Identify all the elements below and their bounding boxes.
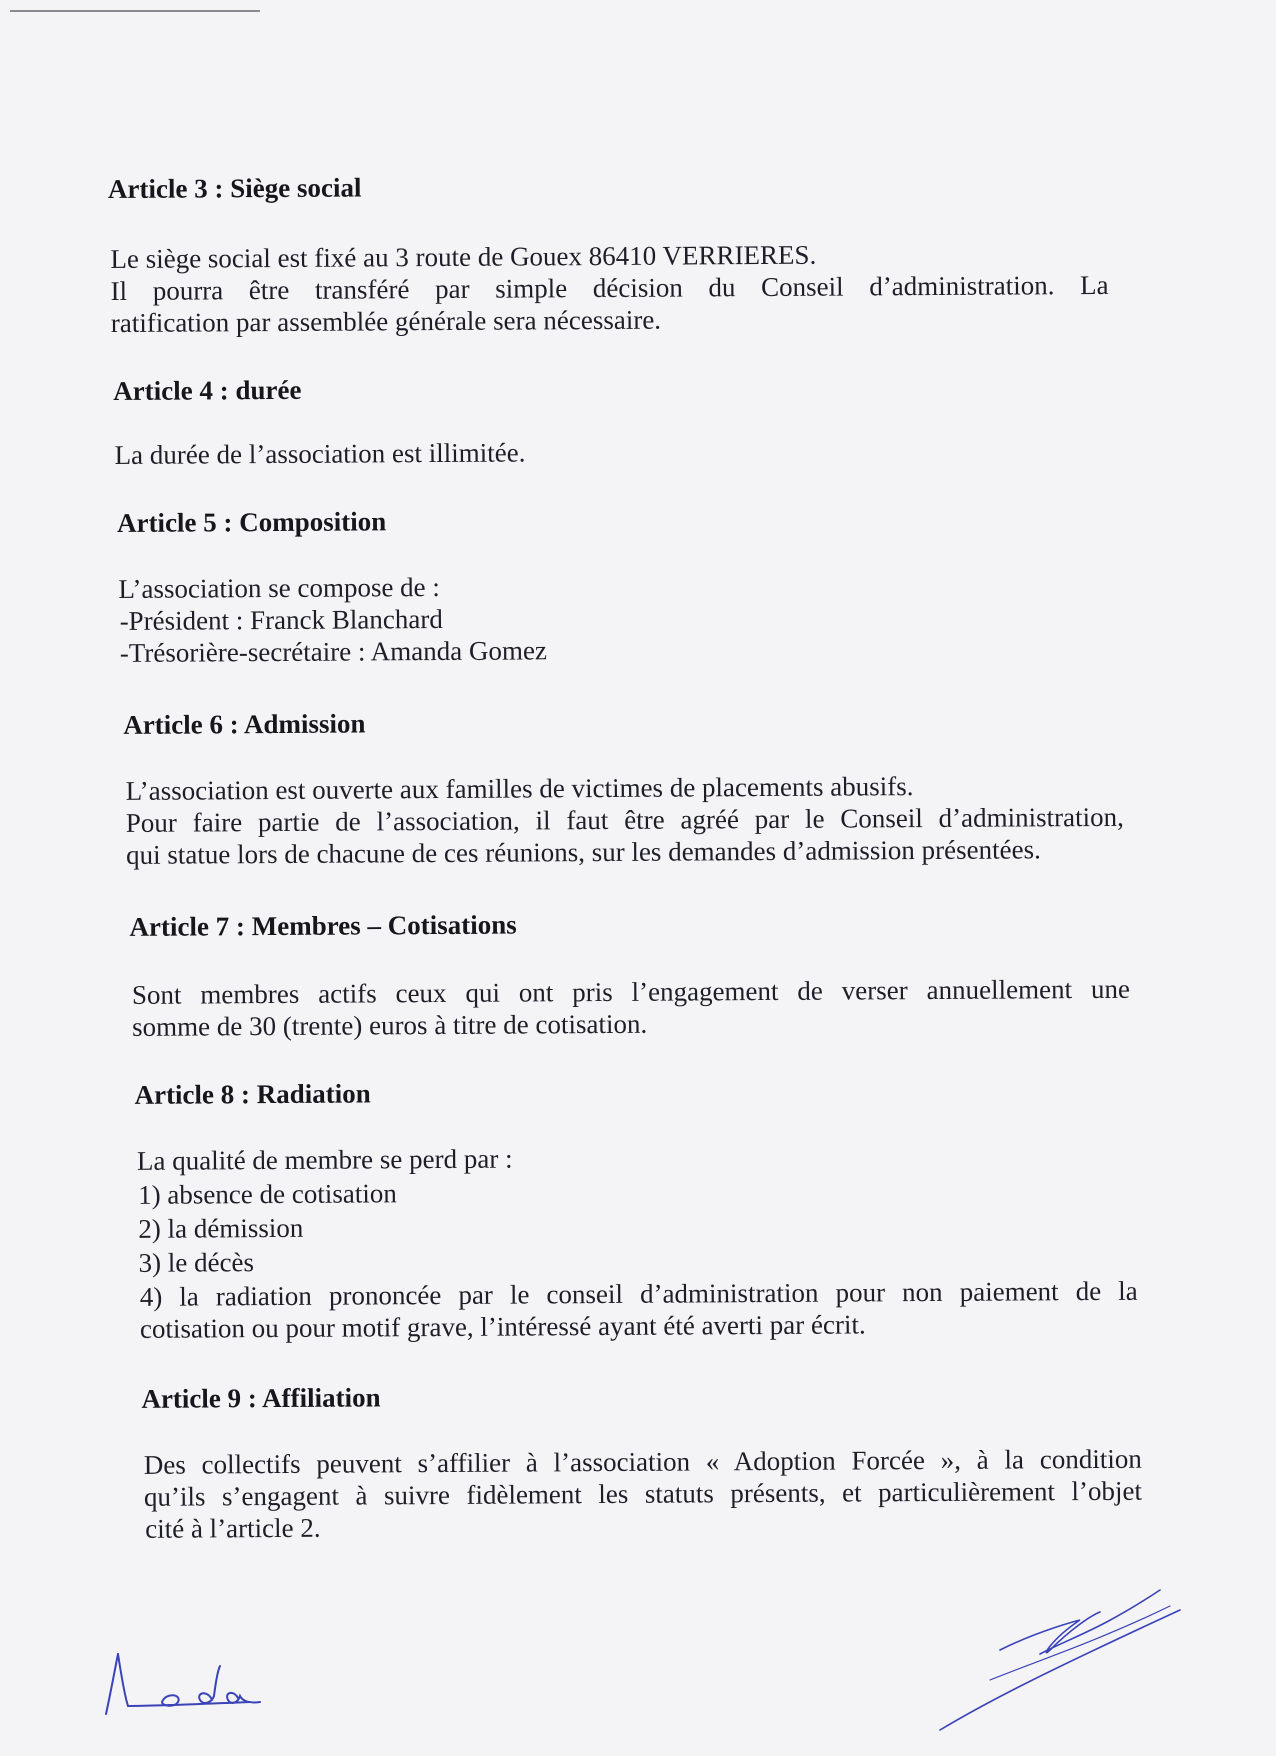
article-8-line-5: 4) la radiation prononcée par le conseil d’administration pour non paiement de la (139, 1275, 1138, 1312)
article-8-line-3: 2) la démission (138, 1212, 304, 1244)
article-6-line-1: L’association est ouverte aux familles de victimes de placements abusifs. (125, 771, 914, 806)
article-6-line-2: Pour faire partie de l’association, il faut être agréé par le Conseil d’administration, (125, 801, 1124, 838)
article-7-line-1: Sont membres actifs ceux qui ont pris l’engagement de verser annuellement une (131, 973, 1130, 1010)
article-3-title: Article 3 : Siège social (107, 172, 362, 205)
article-3-line-2: Il pourra être transféré par simple décision du Conseil d’administration. La (110, 269, 1109, 306)
article-9-title: Article 9 : Affiliation (141, 1382, 381, 1414)
article-4-line-1: La durée de l’association est illimitée. (114, 437, 526, 470)
article-8-line-1: La qualité de membre se perd par : (136, 1143, 513, 1176)
signature-right (930, 1580, 1190, 1740)
article-5-line-3: -Trésorière-secrétaire : Amanda Gomez (119, 635, 547, 668)
article-4-title: Article 4 : durée (113, 374, 302, 406)
article-3-line-1: Le siège social est fixé au 3 route de Gouex 86410 VERRIERES. (110, 239, 817, 274)
article-8-title: Article 8 : Radiation (134, 1078, 371, 1110)
article-9-line-2: qu’ils s’engagent à suivre fidèlement les statuts présents, et particulièrement l’objet (143, 1475, 1143, 1512)
article-8-line-2: 1) absence de cotisation (138, 1178, 397, 1210)
article-6-title: Article 6 : Admission (123, 708, 366, 740)
article-5-title: Article 5 : Composition (116, 506, 387, 538)
article-7-line-2: somme de 30 (trente) euros à titre de cotisation. (132, 1008, 648, 1042)
article-3-line-3: ratification par assemblée générale sera nécessaire. (110, 304, 662, 338)
signature-left (100, 1640, 300, 1720)
article-6-line-3: qui statue lors de chacune de ces réunions, sur les demandes d’admission présentées. (125, 834, 1041, 870)
article-5-line-2: -Président : Franck Blanchard (119, 603, 443, 636)
article-7-title: Article 7 : Membres – Cotisations (129, 909, 517, 942)
article-5-line-1: L’association se compose de : (118, 571, 440, 604)
article-8-line-6: cotisation ou pour motif grave, l’intéressé ayant été averti par écrit. (139, 1309, 866, 1344)
article-8-line-4: 3) le décès (138, 1247, 255, 1278)
article-9-line-1: Des collectifs peuvent s’affilier à l’association « Adoption Forcée », à la condition (143, 1443, 1142, 1480)
article-9-line-3: cité à l’article 2. (145, 1512, 321, 1544)
